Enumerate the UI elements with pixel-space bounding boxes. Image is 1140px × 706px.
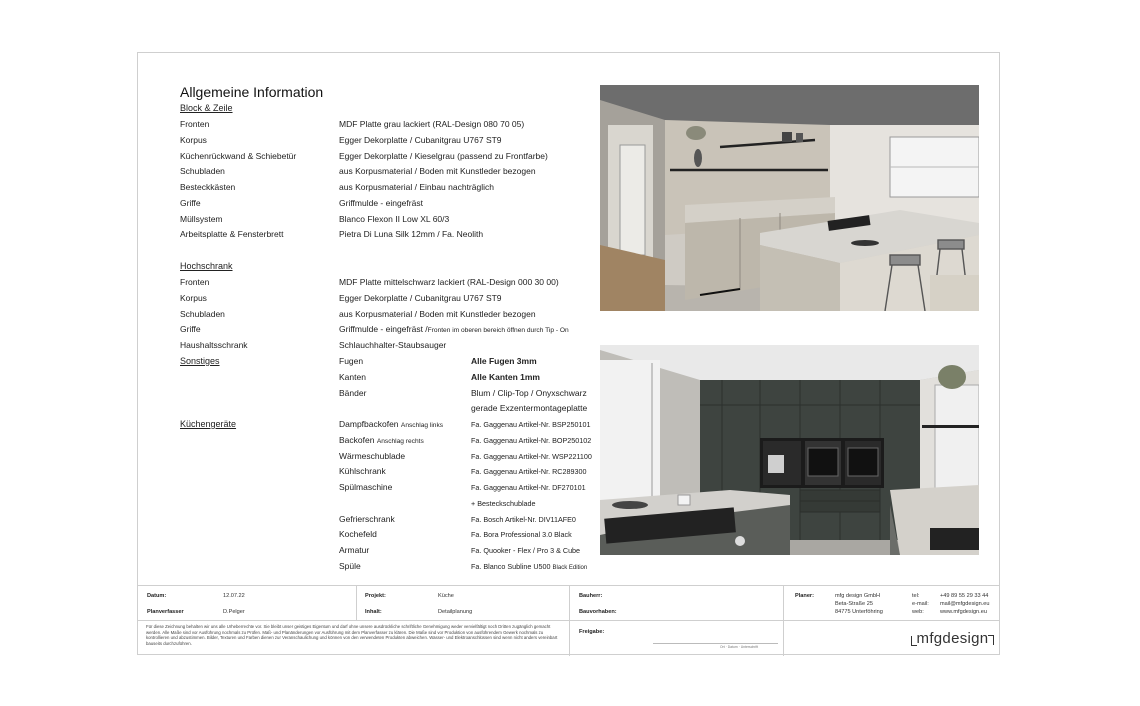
- section-heading-block: Block & Zeile: [180, 103, 233, 113]
- appliance-value: [471, 499, 536, 508]
- tel-label: tel:: [912, 593, 920, 599]
- spec-value: Egger Dekorplatte / Kieselgrau (passend zu Frontfarbe): [339, 150, 548, 161]
- appliance-label: [339, 529, 377, 539]
- appliance-label: [339, 561, 361, 571]
- appliance-value-text: Fa. Bosch Artikel-Nr. DIV11AFE0: [471, 514, 576, 524]
- freigabe-caption: Ort · Datum · Unterschrift: [720, 645, 759, 649]
- spec-label: Griffe: [180, 197, 201, 208]
- spec-label: Fronten: [180, 119, 210, 129]
- appliance-name: Backofen: [339, 434, 375, 445]
- spec-value: aus Korpusmaterial / Boden mit Kunstleder bezogen: [339, 308, 536, 319]
- spec-value: Griffmulde - eingefräst: [339, 197, 423, 208]
- appliance-label: [339, 466, 386, 476]
- appliance-value-text: Fa. Gaggenau Artikel-Nr. WSP221100: [471, 451, 592, 461]
- appliance-value: [471, 546, 580, 555]
- spec-label: Haushaltsschrank: [180, 340, 248, 350]
- spec-value: Alle Fugen 3mm: [471, 356, 537, 366]
- title-block: [138, 585, 999, 656]
- appliance-note: Anschlag links: [400, 422, 444, 429]
- spec-value: MDF Platte mittelschwarz lackiert (RAL-Design 000 30 00): [339, 277, 559, 287]
- inhalt-value: Detailplanung: [438, 609, 473, 615]
- planer-line-3: 84775 Unterföhring: [835, 609, 883, 615]
- appliance-value-text: Fa. Blanco Subline U500: [471, 561, 551, 571]
- spec-label: Korpus: [180, 292, 207, 303]
- spec-label: Fugen: [339, 356, 364, 366]
- appliance-label: [339, 514, 395, 524]
- appliance-value: [471, 420, 590, 429]
- appliance-name: Kühlschrank: [339, 466, 386, 477]
- projekt-value: Küche: [438, 593, 454, 599]
- section-heading-hochschrank: Hochschrank: [180, 261, 233, 271]
- appliance-label: [339, 419, 443, 429]
- spec-value: [339, 324, 569, 334]
- spec-value-note: Fronten im oberen bereich öffnen durch Tip - On: [427, 327, 569, 335]
- tel-value: +49 89 55 29 33 44: [940, 593, 989, 599]
- appliance-value: [471, 562, 587, 571]
- disclaimer-text: Für diese Zeichnung behalten wir uns alle Urheberrechte vor. Sie bleibt unser geistiges Eigentum und darf ohne unsere ausdrückliche schriftliche Genehmigung weder vervielfältigt noch Dritten zugänglich gemacht werden. Alle Maße sind vor Ausführung nochmals zu Prüfen. Maß- und Planänderungen vor Ausführung mit dem Planverfasser zu klären. Die Maße sind vor Produktion von ausführendem Gewerk nochmals zu kontrollieren und abzustimmen. Bilder, Texturen und Farben dienen zur Veranschaulichung und können von den verwendeten Produkten abweichen. Wasser- und Elektroanschlüssen sind wenn nicht anders vereinbart bauseits durchzuführen.: [146, 624, 558, 646]
- appliance-label: [339, 451, 405, 461]
- section-heading-sonstiges: Sonstiges: [180, 356, 220, 366]
- spec-label: Müllsystem: [180, 213, 223, 224]
- appliance-label: [339, 545, 369, 555]
- appliance-name: Dampfbackofen: [339, 419, 399, 429]
- spec-label: Kanten: [339, 371, 366, 382]
- appliance-name: Kochefeld: [339, 529, 377, 540]
- spec-value: Alle Kanten 1mm: [471, 371, 540, 382]
- appliance-value-text: Fa. Quooker - Flex / Pro 3 & Cube: [471, 546, 581, 555]
- appliance-name: Spüle: [339, 560, 361, 571]
- appliance-label: [339, 435, 424, 445]
- spec-label: Schubladen: [180, 308, 225, 319]
- spec-value-text: Griffmulde - eingefräst /: [339, 324, 428, 335]
- appliance-name: Spülmaschine: [339, 482, 393, 492]
- bauherr-label: Bauherr:: [579, 593, 603, 599]
- web-label: web:: [912, 609, 924, 615]
- kitchen-render-island: [600, 85, 979, 311]
- planer-label: Planer:: [795, 593, 814, 599]
- bauvorhaben-label: Bauvorhaben:: [579, 609, 617, 615]
- appliance-value-text: Fa. Gaggenau Artikel-Nr. DF270101: [471, 483, 586, 492]
- spec-value: MDF Platte grau lackiert (RAL-Design 080 70 05): [339, 119, 525, 129]
- spec-value: Blum / Clip-Top / Onyxschwarz: [471, 387, 587, 398]
- mfgdesign-logo: [911, 630, 994, 647]
- inhalt-label: Inhalt:: [365, 609, 382, 615]
- appliance-name: Gefrierschrank: [339, 513, 395, 524]
- web-value: www.mfgdesign.eu: [940, 609, 987, 615]
- freigabe-label: Freigabe:: [579, 629, 605, 635]
- page-title: Allgemeine Information: [180, 84, 324, 100]
- planverfasser-value: D.Pelger: [223, 609, 245, 615]
- appliance-value: [471, 436, 591, 445]
- spec-value: Blanco Flexon II Low XL 60/3: [339, 213, 450, 224]
- appliance-name: Armatur: [339, 545, 370, 555]
- planer-line-1: mfg design GmbH: [835, 593, 881, 599]
- appliance-value-text: + Besteckschublade: [471, 498, 536, 508]
- projekt-label: Projekt:: [365, 593, 386, 599]
- spec-value: Pietra Di Luna Silk 12mm / Fa. Neolith: [339, 229, 484, 240]
- logo-text: mfgdesign: [916, 630, 989, 647]
- appliance-value: [471, 515, 576, 524]
- spec-value: Egger Dekorplatte / Cubanitgrau U767 ST9: [339, 292, 502, 303]
- appliance-value-text: Fa. Gaggenau Artikel-Nr. BSP250101: [471, 420, 591, 429]
- appliance-value-text: Fa. Bora Professional 3.0 Black: [471, 530, 572, 540]
- plan-sheet: [137, 52, 1000, 655]
- datum-value: 12.07.22: [223, 593, 245, 599]
- section-heading-geraete: Küchengeräte: [180, 419, 237, 429]
- kitchen-render-tallcabinets: [600, 345, 979, 555]
- spec-label: Fronten: [180, 277, 210, 287]
- appliance-label: [339, 482, 392, 492]
- spec-value: aus Korpusmaterial / Einbau nachträglich: [339, 182, 494, 192]
- spec-value: gerade Exzentermontageplatte: [471, 403, 588, 414]
- spec-label: Küchenrückwand & Schiebetür: [180, 150, 297, 161]
- planer-line-2: Beta-Straße 25: [835, 601, 873, 607]
- appliance-value: [471, 483, 586, 492]
- datum-label: Datum:: [147, 593, 167, 599]
- planverfasser-label: Planverfasser: [147, 609, 184, 615]
- spec-label: Arbeitsplatte & Fensterbrett: [180, 229, 284, 240]
- appliance-note: Anschlag rechts: [376, 437, 424, 445]
- email-label: e-mail:: [912, 601, 929, 607]
- appliance-value-note: Black Edition: [552, 564, 588, 571]
- spec-label: Griffe: [180, 324, 201, 335]
- appliance-value-text: Fa. Gaggenau Artikel-Nr. BOP250102: [471, 435, 592, 445]
- appliance-value: [471, 467, 586, 476]
- appliance-value: [471, 530, 572, 539]
- spec-label: Schubladen: [180, 166, 225, 177]
- appliance-value: [471, 452, 592, 461]
- appliance-name: Wärmeschublade: [339, 450, 406, 461]
- spec-value: aus Korpusmaterial / Boden mit Kunstleder bezogen: [339, 166, 536, 177]
- spec-value: Egger Dekorplatte / Cubanitgrau U767 ST9: [339, 134, 502, 145]
- email-value: mail@mfgdesign.eu: [940, 601, 990, 607]
- spec-label: Korpus: [180, 134, 207, 145]
- spec-value: Schlauchhalter-Staubsauger: [339, 340, 447, 350]
- appliance-value-text: Fa. Gaggenau Artikel-Nr. RC289300: [471, 467, 587, 477]
- spec-label: Bänder: [339, 387, 367, 398]
- spec-label: Besteckkästen: [180, 182, 236, 192]
